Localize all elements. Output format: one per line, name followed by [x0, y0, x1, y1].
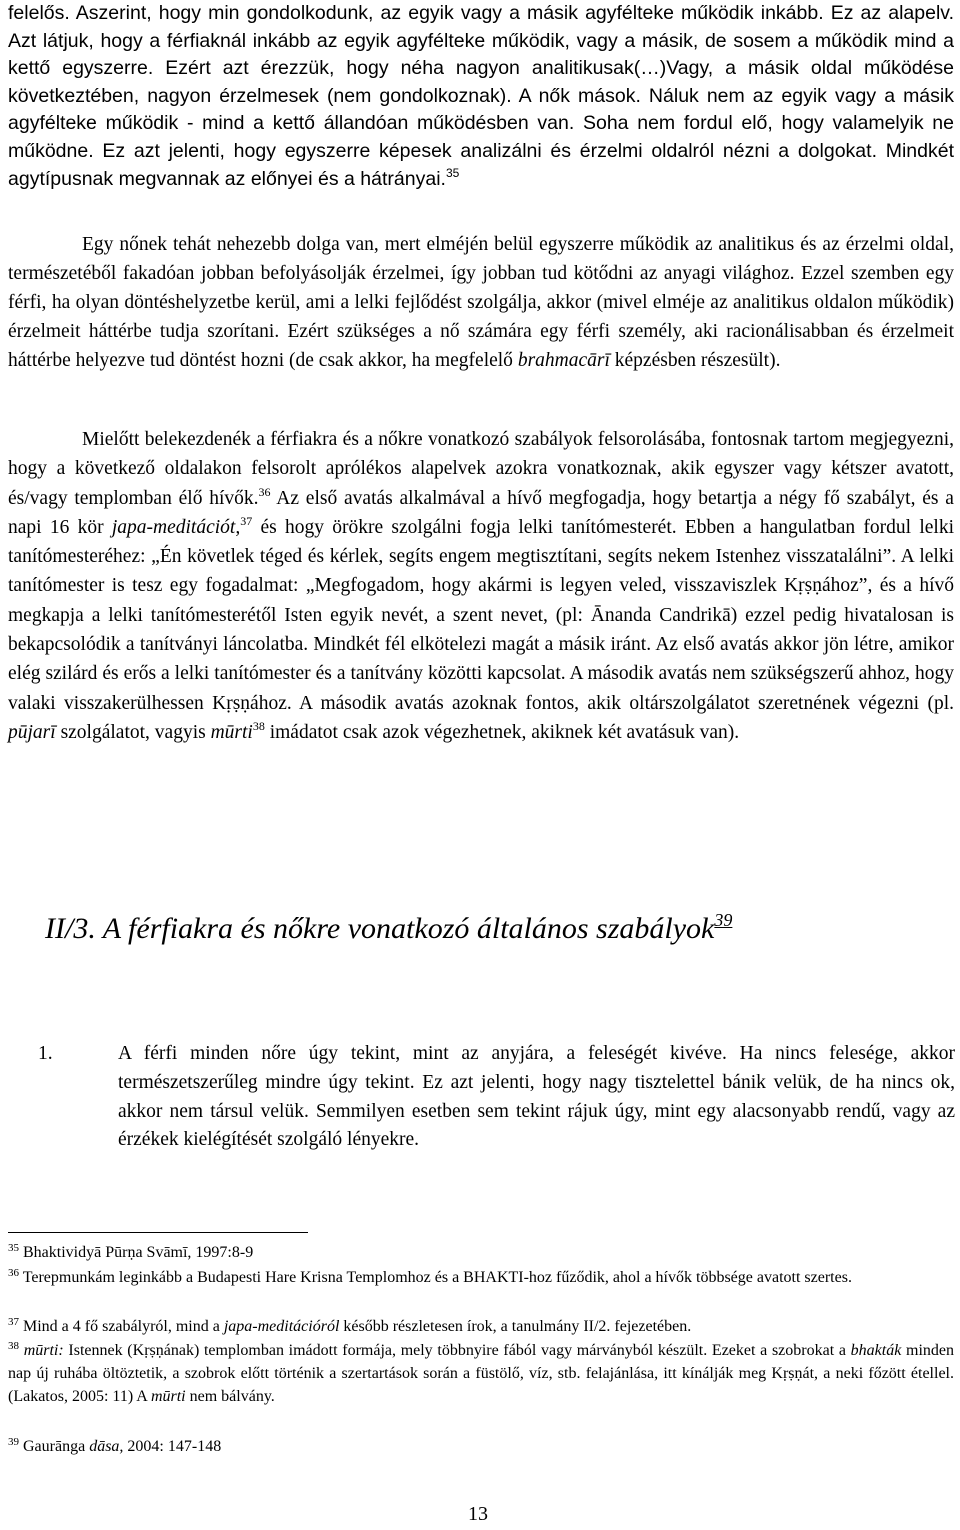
- page-number: 13: [468, 1503, 488, 1525]
- paragraph-3-text-b: Az első avatás alkalmával a hívő megfogadja, hogy betartja a négy fő szabályt, és a napi 16 kör: [8, 487, 954, 538]
- paragraph-2: [8, 230, 954, 375]
- paragraph-3-text-e: imádatot csak azok végezhetnek, akiknek két avatásuk van).: [269, 721, 740, 743]
- footnote-37-italic: japa-meditációról: [223, 1318, 340, 1335]
- footnote-ref-37[interactable]: 37: [240, 513, 253, 528]
- list-item-number: 1.: [38, 1043, 53, 1064]
- footnote-36-number: 36: [8, 1267, 19, 1279]
- term-japa-meditacio: japa-meditációt,: [111, 516, 241, 538]
- footnote-38-italic-b: bhakták: [850, 1342, 902, 1359]
- footnote-38: [8, 1339, 954, 1409]
- paragraph-1-text: felelős. Aszerint, hogy min gondolkodunk, az egyik vagy a másik agyfélteke működik inkább. Ez az alapelv. Azt látjuk, hogy a férfiaknál inkább az egyik agyfélteke működik, vagy a másik, de sosem a működik mind a kettő egyszerre. Ezért azt érezzük, hogy néha nagyon analitikusak(…)Vagy, a másik oldal működése következtében, nagyon érzelmesek (nem gondolkoznak). A nők mások. Náluk nem az egyik vagy a másik agyfélteke működik - mind a kettő állandóan működésben van. Soha nem fordul elő, hogy valamelyik ne működne. Ez azt jelenti, hogy egyszerre képesek analizálni és érzelmi oldalról nézni a dolgokat. Mindkét agytípusnak megvannak az előnyei és a hátrányai.: [8, 2, 954, 190]
- footnote-separator: [8, 1232, 308, 1233]
- footnote-ref-35[interactable]: 35: [445, 165, 460, 180]
- footnote-38-text-b: minden nap új ruhába öltöztetik, a szobrok előtt történik a szertartások során a füstölő, víz, stb. felajánlása, itt kínálják meg Kṛṣṇát, a neki főzött étellel.(Lakatos, 2005: 11) A: [8, 1342, 955, 1406]
- section-heading-title: II/3. A férfiakra és nőkre vonatkozó általános szabályok: [45, 912, 715, 945]
- term-murti: mūrti: [210, 721, 253, 743]
- footnote-39-text-a: Gaurānga: [23, 1438, 86, 1455]
- footnote-37: [8, 1315, 954, 1338]
- footnote-ref-39[interactable]: 39: [714, 910, 733, 930]
- footnote-ref-36[interactable]: 36: [258, 484, 271, 499]
- paragraph-2-text-end: képzésben részesült).: [614, 350, 781, 371]
- list-item-text: A férfi minden nőre úgy tekint, mint az anyjára, a feleségét kivéve. Ha nincs felesége, akkor természetszerűleg mindre úgy tekint. Ez azt jelenti, hogy nagy tisztelettel bánik velük, de ha nincs ok, akkor nem társul velük. Semmilyen esetben sem tekint rájuk úgy, mint egy alacsonyabb rendű, vagy az érzékek kielégítését szolgáló lényekre.: [118, 1043, 955, 1151]
- term-pujari: pūjarī: [8, 721, 56, 743]
- footnote-37-number: 37: [8, 1316, 19, 1328]
- paragraph-3-text-a: Mielőtt belekezdenék a férfiakra és a nőkre vonatkozó szabályok felsorolásába, fontosnak tartom megjegyezni, hogy a következő oldalakon felsorolt aprólékos alapelvek azokra vonatkoznak, akik egyszer vagy kétszer avatott, és/vagy templomban élő hívők.: [8, 429, 954, 509]
- footnote-36-text: Terepmunkám leginkább a Budapesti Hare Krisna Templomhoz és a BHAKTI-hoz fűződik, ahol a hívők többsége avatott szertes.: [22, 1269, 852, 1286]
- paragraph-3: [8, 425, 954, 747]
- footnote-39-text-b: 2004: 147-148: [127, 1438, 222, 1455]
- term-brahmacari: brahmacārī: [517, 350, 610, 371]
- paragraph-2-text: Egy nőnek tehát nehezebb dolga van, mert elméjén belül egyszerre működik az analitikus és az érzelmi oldal, természetéből fakadóan jobban befolyásolják érzelmei, így jobban tud kötődni az anyagi világhoz. Ezzel szemben egy férfi, ha olyan döntéshelyzetbe kerül, ami a lelki fejlődést szolgálja, akkor (mivel elméje az analitikus oldalon működik) érzelmeit háttérbe tudja szorítani. Ezért szükséges a nő számára egy férfi személy, aki racionálisabban és érzelmeit háttérbe helyezve tud döntést hozni (de csak akkor, ha megfelelő: [8, 234, 954, 371]
- footnote-37-text-b: később részletesen írok, a tanulmány II/2. fejezetében.: [343, 1318, 692, 1335]
- footnote-37-text-a: Mind a 4 fő szabályról, mind a: [23, 1318, 220, 1335]
- footnote-35-text: Bhaktividyā Pūrṇa Svāmī, 1997:8-9: [23, 1244, 254, 1261]
- footnote-35: [8, 1241, 954, 1264]
- footnote-38-text-c: nem bálvány.: [189, 1388, 275, 1406]
- footnote-36: [8, 1266, 954, 1289]
- paragraph-3-text-c: és hogy örökre szolgálni fogja lelki tanítómesterét. Ebben a hangulatban fordul lelki tanítómesteréhez: „Én követlek téged és kérlek, segíts engem megtisztítani, segíts nekem Istenhez visszatalálni”. A lelki tanítómester is tesz egy fogadalmat: „Megfogadom, hogy akármi is legyen veled, visszaviszlek Kṛṣṇához”, és a hívő megkapja a lelki tanítómesterétől Isten egyik nevét, a szent nevet, (pl: Ānanda Candrikā) ezzel pedig hivatalosan is bekapcsolódik a tanítványi láncolatba. Mindkét fél elkötelezi magát a másik iránt. Az első avatás akkor jön létre, amikor elég szilárd és erős a lelki tanítómester és a tanítvány közötti kapcsolat. A második avatás nem szükségszerű ahhoz, hogy valaki visszakerülhessen Kṛṣṇához. A második avatás azoknak fontos, akik oltárszolgálatot szeretnének végezni (pl.: [8, 516, 955, 714]
- paragraph-1: [8, 0, 954, 193]
- footnote-38-italic-a: mūrti:: [23, 1342, 64, 1359]
- footnote-ref-38[interactable]: 38: [252, 718, 265, 733]
- footnote-39: [8, 1435, 954, 1458]
- footnote-38-number: 38: [8, 1340, 19, 1352]
- footnote-38-text-a: Istennek (Kṛṣṇának) templomban imádott formája, mely többnyire fából vagy márványból készült. Ezeket a szobrokat a: [68, 1342, 846, 1359]
- footnote-38-italic-c: mūrti: [150, 1388, 186, 1406]
- footnote-35-number: 35: [8, 1242, 19, 1254]
- footnote-39-number: 39: [8, 1436, 19, 1448]
- footnote-39-italic: dāsa,: [89, 1438, 124, 1455]
- section-heading: [45, 912, 732, 946]
- paragraph-3-text-d: szolgálatot, vagyis: [60, 721, 206, 743]
